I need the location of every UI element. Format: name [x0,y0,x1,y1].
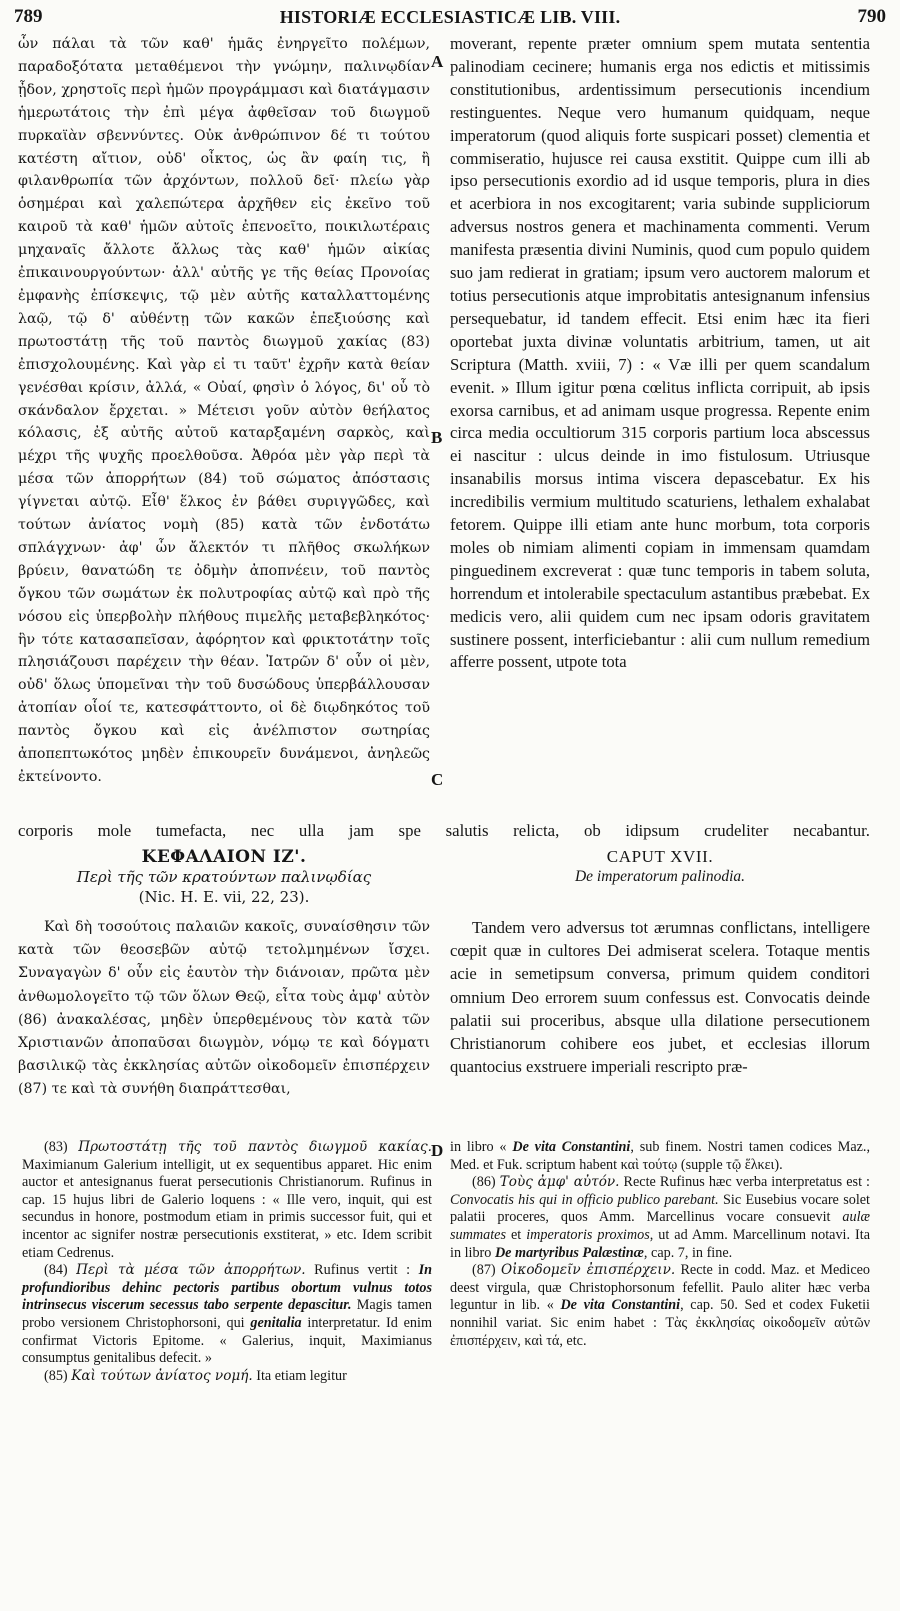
footnote-number: (86) [472,1174,496,1191]
margin-letter-c: C [431,770,444,789]
greek-chapter-title: ΚΕΦΑΛΑΙΟΝ ΙΖ'. [141,847,307,867]
footnote-85-continued [450,1139,870,1174]
footnote-text: Maximianum Galerium intelligit, ut ex sequentibus apparet. Hic enim auctor et antesignanus fuerat persecutionis Christianorum. Rufinus in cap. 15 hujus libri de Galerio loquens : « Ille vero, inquit, qui est secundus in honore, postmodum etiam in primis successor fuit, qui et incentor ac signifer nostræ persecutionis exstiterat, » etc. Idem scribit etiam Cedrenus. [22,1156,432,1261]
footnote-lemma: Πρωτοστάτῃ τῆς τοῦ παντὸς διωγμοῦ κακίας. [78,1139,432,1155]
footnote-lemma: Οἰκοδομεῖν ἐπισπέρχειν. [500,1262,676,1279]
footnote-text: interpretatur. Id enim confirmat Victoris Epitome. « Galerius, inquit, Maximianus consumptus genitalibus defecit. » [22,1314,432,1367]
latin-column-chapter [450,916,870,1078]
greek-column-chapter [18,916,430,1102]
footnote-number: (87) [472,1262,496,1279]
footnote-term: imperatoris proximos [526,1226,650,1243]
footnote-text: Recte in codd. Maz. et Mediceo deest virgula, quæ Christophorsonum fefellit. Paulo aliter hæc verba leguntur in lib. « [450,1262,871,1314]
greek-column-top [18,33,430,789]
footnote-term: aulæ summates [450,1209,870,1243]
page-header [14,6,886,32]
greek-chapter-text: Καὶ δὴ τοσούτοις παλαιῶν κακοῖς, συναίσθησιν τῶν κατὰ τῶν θεοσεβῶν αὐτῷ τετολμημένων ἴσχει. Συναγαγὼν δ' οὖν εἰς ἑαυτὸν τὴν διάνοιαν, πρῶτα μὲν ἀνθωμολογεῖτο τῷ τῶν ὅλων Θεῷ, εἶτα τοὺς ἀμφ' αὐτὸν (86) ἀνακαλέσας, μηδὲν ὑπερθεμένους τὸν κατὰ τῶν Χριστιανῶν ἀποπαῦσαι διωγμὸν, νόμῳ τε καὶ δόγματι βασιλικῷ τὰς ἐκκλησίας αὐτῶν οἰκοδομεῖν ἐπισπέρχειν (87) τε καὶ τὰ συνήθη διαπράττεσθαι, [18,919,430,1098]
spanning-line: corporis mole tumefacta, nec ulla jam spe salutis relicta, ob idipsum crudeliter necabantur. [18,821,870,840]
footnote-number: (84) [44,1262,68,1279]
footnote-text: , cap. 7, in fine. [643,1244,733,1261]
greek-chapter-reference: (Nic. H. E. vii, 22, 23). [138,888,310,906]
footnote-84 [22,1262,432,1368]
footnote-lemma: Περὶ τὰ μέσα τῶν ἀπορρήτων. [76,1262,306,1279]
footnote-lemma: Τοὺς ἀμφ' αὐτόν. [499,1174,620,1191]
greek-paragraph: ὧν πάλαι τὰ τῶν καθ' ἡμᾶς ἐνηργεῖτο πολέμων, παραδοξότατα μεταθέμενοι τὴν γνώμην, παλινῳδίαν ᾖδον, χρηστοῖς περὶ ἡμῶν προγράμμασι καὶ διατάγμασιν ἡμερωτάτοις τὴν ἐπὶ μέγα ἀφθεῖσαν τοῦ διωγμοῦ πυρκαϊὰν σβεννύντες. Οὐκ ἀνθρώπινον δέ τι τούτου κατέστη αἴτιον, οὐδ' οἶκτος, ὡς ἂν φαίη τις, ἢ φιλανθρωπία τῶν ἀρχόντων, πολλοῦ δεῖ· πλείω γὰρ ὁσημέραι καὶ χαλεπώτερα ἀρχῆθεν εἰς ἐκεῖνο τοῦ καιροῦ τὰ καθ' ἡμῶν αὐτοῖς ἐπενοεῖτο, ποικιλωτέραις μηχαναῖς ἄλλοτε ἄλλως τὰς καθ' ἡμῶν αἰκίας ἐπικαινουργούντων· ἀλλ' αὐτῆς γε τῆς θείας Προνοίας ἐμφανὴς ἐπίσκεψις, τῷ μὲν αὐτῆς καταλλαττομένης λαῷ, τῷ δ' αὐθέντῃ τῶν κακῶν ἐπεξιούσης καὶ πρωτοστάτῃ τῆς τοῦ παντὸς διωγμοῦ χακίας (83) ἐπισχολουμένης. Καὶ γὰρ εἰ τι ταῦτ' ἐχρῆν κατὰ θείαν γενέσθαι κρίσιν, ἀλλά, « Οὐαί, φησὶν ὁ λόγος, δι' οὗ τὸ σκάνδαλον ἔρχεται. » Μέτεισι γοῦν αὐτὸν θεήλατος κόλασις, ἐξ αὐτῆς αὐτοῦ καταρξαμένη σαρκὸς, καὶ μέχρι τῆς ψυχῆς προελθοῦσα. Ἀθρόα μὲν γὰρ περὶ τὰ μέσα τῶν ἀπορρήτων (84) τοῦ σώματος ἀπόστασις γίγνεται αὐτῷ. Εἶθ' ἕλκος ἐν βάθει συριγγῶδες, καὶ τούτων ἀνίατος νομὴ (85) κατὰ τῶν ἐνδοτάτω σπλάγχνων· ἀφ' ὧν ἄλεκτόν τι πλῆθος σκωλήκων βρύειν, θανατώδη τε ὀδμὴν ἀποπνέειν, τοῦ παντὸς ὄγκου τῶν σωμάτων ἐκ πολυτροφίας αὐτῷ καὶ πρὸ τῆς νόσου εἰς ὑπερβολὴν πλήθους πιμελῆς μεταβεβληκότος· ἣν τότε κατασαπεῖσαν, ἀφόρητον καὶ φρικτοτάτην τοῖς πλησιάζουσι παρέχειν τὴν θέαν. Ἰατρῶν δ' οὖν οἱ μὲν, οὐδ' ὅλως ὑπομεῖναι τὴν τοῦ δυσώδους ὑπερβάλλουσαν ἀτοπίαν οἷοί τε, κατεσφάττοντο, οἱ δὲ διῳδηκότος τοῦ παντὸς ὄγκου καὶ εἰς ἀνέλπιστον σωτηρίας ἀποπεπτωκότος μηδὲν ἐπικουρεῖν δυνάμενοι, ἀνηλεῶς ἐκτείνοντο. [18,36,430,785]
page-number-right: 790 [857,6,886,27]
latin-chapter-title: CAPUT XVII. [606,847,714,866]
page-number-left: 789 [14,6,43,27]
footnote-text: Ita etiam legitur [256,1367,347,1384]
latin-chapter-heading [450,847,870,887]
footnote-87 [450,1262,870,1350]
footnote-title: De vita Constantini [512,1139,631,1155]
footnote-text: Recte Rufinus hæc verba interpretatus est : [623,1174,870,1191]
footnote-text: Magis tamen probo versionem Christophorsoni, qui [22,1297,432,1331]
footnotes-left [22,1139,432,1385]
margin-letter-a: A [431,52,444,71]
greek-chapter-subtitle: Περὶ τῆς τῶν κρατούντων παλινῳδίας [76,868,372,886]
footnote-title: De martyribus Palæstinæ [494,1244,644,1261]
footnote-quote: Convocatis his qui in officio publico parebant. [450,1191,719,1208]
footnote-title: De vita Constantini [560,1297,681,1314]
latin-paragraph: moverant, repente præter omnium spem mutata sententia palinodiam cecinere; humanis erga nos edictis et mitissimis constitutionibus, ardentissimum persecutionis incendium restinguentes. Neque vero humanum quidquam, neque imperatorum (quod aliquis forte suspicari posset) clementia et commiseratio, hujusce rei causa exstitit. Quippe cum illi ab ipso persecutionis exordio ad id usque temporis, plura in dies et acerbiora in nos excogitarent; varia subinde suppliciorum adversus nostros genera et machinamenta commenti. Verum manifesta præsentia divini Numinis, quod cum populo quidem suo jam redierat in gratiam; ipsum vero auctorem malorum et totius persecutionis atque improbitatis antesignanum infensius persequebatur, id tandem effecit. Etsi enim hæc ita fieri oportebat juxta divinæ voluntatis arbitrium, tamen, ut ait Scriptura (Matth. xviii, 7) : « Væ illi per quem scandalum evenit. » Illum igitur pœna cœlitus inflicta corripuit, ab ipsis exorsa carnibus, et ad animam usque progressa. Repente enim circa media occultiorum 315 corporis partium loca abscessus ei nascitur : ulcus deinde in imo fistulosum. Utriusque insanabilis morsus intima viscera depascebatur. Ex his incredibilis vermium multitudo scaturiens, lethalem exhalabat fetorem. Quippe illi etiam ante hunc morbum, tota corporis moles ob nimiam alimenti copiam in immensam quamdam pinguedinem excreverat : quæ tunc temporis in tabem soluta, horrendum et intolerabile spectaculum astantibus præbebat. Ex medicis vero, alii quidem cum nec ipsam odoris gravitatem sustinere possent, interficiebantur : alii cum nullum remedium afferre possent, utpote tota [450,34,870,672]
footnote-83 [22,1139,432,1262]
footnote-lemma: Καὶ τούτων ἀνίατος νομή. [71,1367,253,1384]
footnote-text: , cap. 50. Sed et codex Fuketii nonnihil variat. Sic enim habet : Τὰς ἐκκλησίας οἰκοδομεῖν αὐτῶν ἐπισπέρχειν, καὶ τά, etc. [450,1297,870,1349]
latin-column-top [450,33,870,674]
latin-chapter-subtitle: De imperatorum palinodia. [574,868,746,885]
running-head: HISTORIÆ ECCLESIASTICÆ LIB. VIII. [279,7,621,27]
margin-letter-d: D [431,1141,444,1160]
footnote-term: genitalia [250,1314,302,1331]
footnote-text: Rufinus vertit : [314,1262,411,1279]
footnote-number: (83) [44,1139,68,1155]
footnotes-right [450,1139,870,1350]
footnote-text: , ut ad Amm. Marcellinum notavi. Ita in libro [450,1226,871,1261]
footnote-text: Sic Eusebius vocare solet palatii proceres, quos Amm. Marcellinus vocare consuevit [450,1191,870,1226]
footnote-number: (85) [44,1367,68,1384]
margin-letter-b: B [431,428,443,447]
footnote-text: , sub finem. Nostri tamen codices Maz., Med. et Fuk. scriptum habent καὶ τούτῳ (supple τῷ ἕλκει). [450,1139,871,1173]
footnote-quote: In profundioribus dehinc pectoris partibus obortum vulnus totos intrinsecus viscerum secessus tabo serpente depascitur. [22,1262,432,1314]
footnote-text: in libro « [450,1139,507,1155]
footnote-text: et [510,1226,522,1243]
footnote-85 [22,1368,432,1386]
footnote-86 [450,1174,870,1262]
greek-chapter-heading [18,847,430,907]
latin-chapter-text: Tandem vero adversus tot ærumnas conflictans, intelligere cœpit quæ in cultores Dei admiserat scelera. Totaque mentis acie in semetipsum conversa, primum quidem conditori omnium Deo errorem suum confessus est. Convocatis deinde palatii sui proceribus, absque ulla dilatione persecutionem Christianorum cohibere eos jubet, et ecclesias illorum quantocius exstruere imperiali rescripto præ- [450,918,870,1077]
